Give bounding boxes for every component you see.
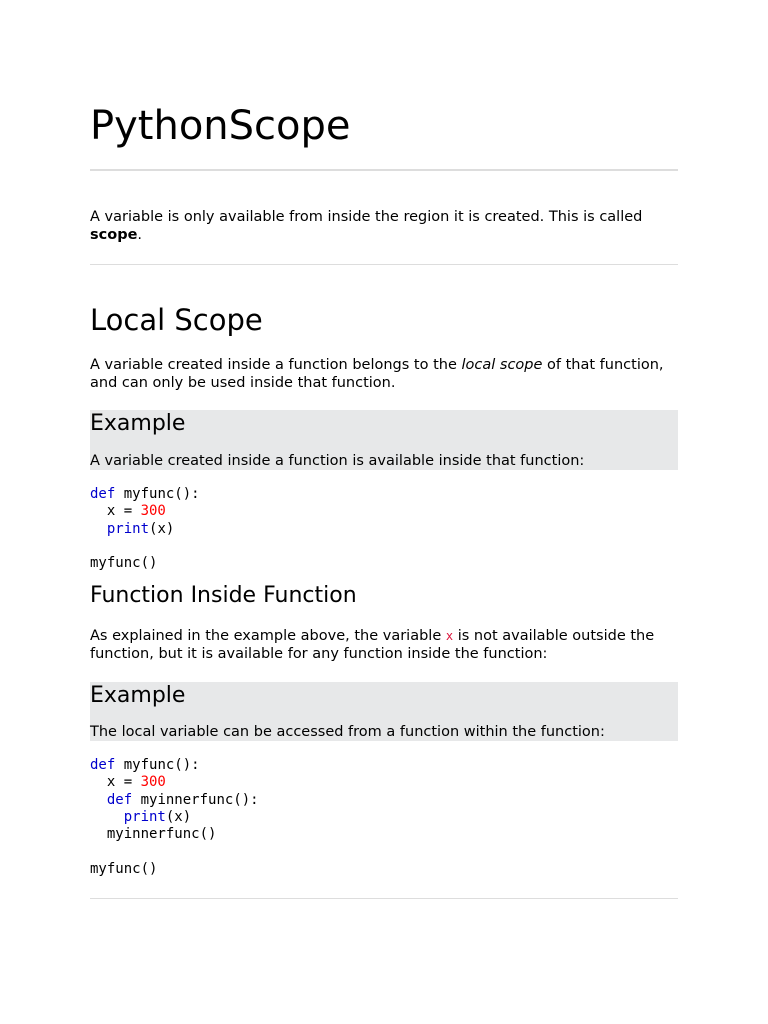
- code-text: myfunc(): [90, 860, 158, 877]
- code-line: [90, 503, 200, 520]
- intro-paragraph: [90, 208, 678, 244]
- code-text: myfunc(): [90, 555, 158, 572]
- example-2-title: Example: [90, 683, 186, 708]
- code-line: [90, 809, 259, 826]
- code-block-1: [90, 486, 200, 572]
- code-line: [90, 555, 200, 572]
- code-line: [90, 861, 259, 878]
- code-indent: [90, 521, 107, 537]
- page-title: PythonScope: [90, 103, 351, 149]
- code-blank-line: [90, 538, 200, 555]
- function-inside-paragraph: [90, 628, 678, 663]
- code-block-2: [90, 757, 259, 878]
- code-number: 300: [140, 774, 166, 791]
- function-inside-text-end: is not available outside the function, but it is available for any function inside the function:: [90, 628, 655, 662]
- code-line: [90, 774, 259, 791]
- code-keyword: def: [90, 757, 116, 773]
- code-line: [90, 826, 259, 843]
- function-inside-text: As explained in the example above, the variable: [90, 628, 446, 644]
- code-line: [90, 486, 200, 503]
- local-scope-text-end: of that function, and can only be used inside that function.: [90, 357, 664, 391]
- code-line: [90, 792, 259, 809]
- local-scope-italic: local scope: [461, 357, 543, 373]
- intro-text-end: .: [137, 227, 143, 243]
- code-keyword: print: [106, 520, 150, 537]
- code-keyword: def: [106, 791, 133, 808]
- code-text: myfunc():: [115, 757, 200, 773]
- local-scope-heading: Local Scope: [90, 303, 263, 337]
- code-indent: [90, 809, 124, 825]
- example-2-description: The local variable can be accessed from a function within the function:: [90, 724, 605, 740]
- example-box-1: [90, 410, 678, 470]
- code-text: x =: [90, 774, 141, 791]
- code-number: 300: [140, 503, 166, 520]
- code-line: [90, 757, 259, 774]
- example-1-title: Example: [90, 411, 186, 436]
- code-text: x =: [90, 503, 141, 520]
- code-text: myinnerfunc(): [90, 826, 217, 843]
- code-text: myfunc():: [115, 486, 200, 502]
- bottom-divider: [90, 898, 678, 899]
- example-box-2: [90, 682, 678, 741]
- code-text: (x): [149, 520, 175, 537]
- inline-variable: x: [445, 629, 454, 643]
- code-text: myinnerfunc():: [132, 791, 259, 808]
- local-scope-text: A variable created inside a function belongs to the: [90, 357, 462, 373]
- example-1-description: A variable created inside a function is available inside that function:: [90, 453, 585, 469]
- code-blank-line: [90, 843, 259, 860]
- code-keyword: def: [90, 486, 116, 502]
- code-line: [90, 521, 200, 538]
- code-keyword: print: [123, 808, 166, 825]
- local-scope-paragraph: [90, 357, 678, 392]
- title-divider: [90, 169, 678, 171]
- intro-text: A variable is only available from inside the region it is created. This is called: [90, 209, 643, 225]
- section-divider: [90, 264, 678, 265]
- code-text: (x): [165, 808, 192, 825]
- code-indent: [90, 792, 107, 808]
- intro-bold-term: scope: [90, 227, 138, 243]
- function-inside-heading: Function Inside Function: [90, 583, 357, 608]
